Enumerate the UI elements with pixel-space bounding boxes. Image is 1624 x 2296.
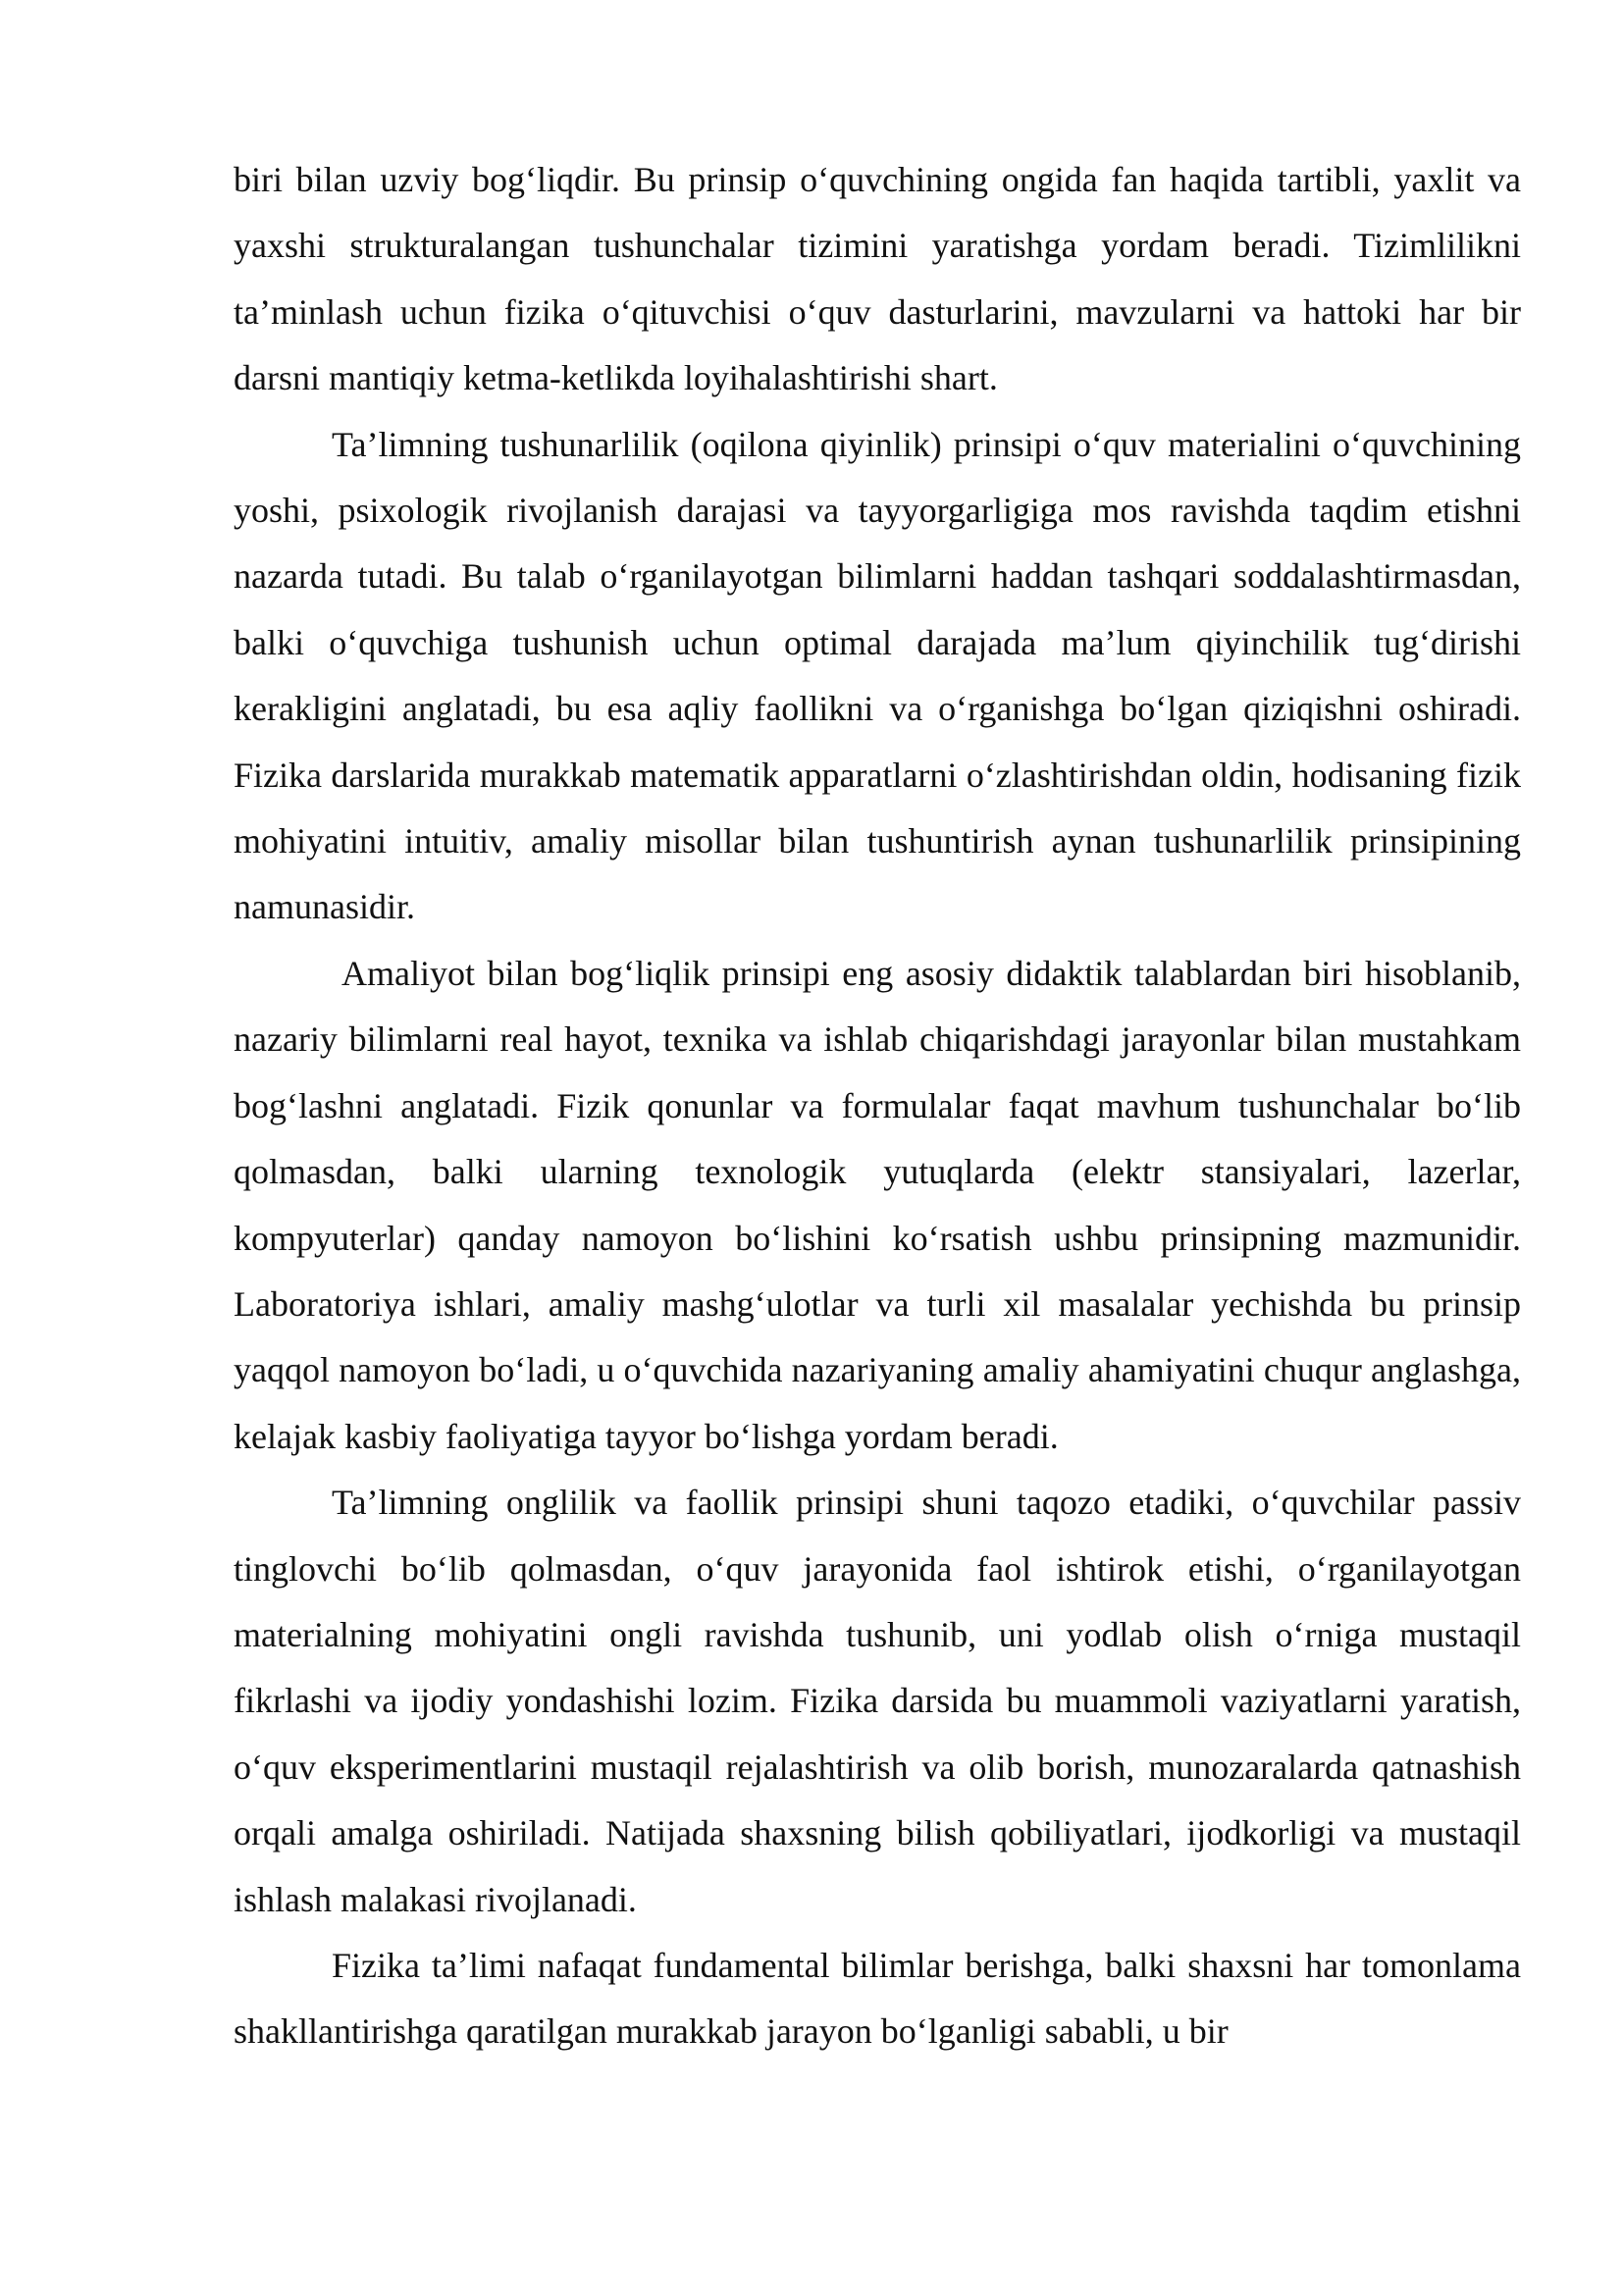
document-page <box>234 147 1521 2065</box>
paragraph-physics-education: Fizika ta’limi nafaqat fundamental bilimlar berishga, balki shaxsni har tomonlama shakllantirishga qaratilgan murakkab jarayon bo‘lganligi sababli, u bir <box>234 1945 1521 2052</box>
paragraph-systematicity-continuation: biri bilan uzviy bog‘liqdir. Bu prinsip o‘quvchining ongida fan haqida tartibli, yaxlit va yaxshi strukturalangan tushunchalar tizimini yaratishga yordam beradi. Tizimlilikni ta’minlash uchun fizika o‘qituvchisi o‘quv dasturlarini, mavzularni va hattoki har bir darsni mantiqiy ketma-ketlikda loyihalashtirishi shart. <box>234 160 1521 398</box>
paragraph-comprehensibility-principle: Ta’limning tushunarlilik (oqilona qiyinlik) prinsipi o‘quv materialini o‘quvchining yoshi, psixologik rivojlanish darajasi va tayyorgarligiga mos ravishda taqdim etishni nazarda tutadi. Bu talab o‘rganilayotgan bilimlarni haddan tashqari soddalashtirmasdan, balki o‘quvchiga tushunish uchun optimal darajada ma’lum qiyinchilik tug‘dirishi kerakligini anglatadi, bu esa aqliy faollikni va o‘rganishga bo‘lgan qiziqishni oshiradi. Fizika darslarida murakkab matematik apparatlarni o‘zlashtirishdan oldin, hodisaning fizik mohiyatini intuitiv, amaliy misollar bilan tushuntirish aynan tushunarlilik prinsipining namunasidir. <box>234 424 1521 927</box>
paragraph-consciousness-activity-principle: Ta’limning onglilik va faollik prinsipi shuni taqozo etadiki, o‘quvchilar passiv tinglovchi bo‘lib qolmasdan, o‘quv jarayonida faol ishtirok etishi, o‘rganilayotgan materialning mohiyatini ongli ravishda tushunib, uni yodlab olish o‘rniga mustaqil fikrlashi va ijodiy yondashishi lozim. Fizika darsida bu muammoli vaziyatlarni yaratish, o‘quv eksperimentlarini mustaqil rejalashtirish va olib borish, munozaralarda qatnashish orqali amalga oshiriladi. Natijada shaxsning bilish qobiliyatlari, ijodkorligi va mustaqil ishlash malakasi rivojlanadi. <box>234 1483 1521 1919</box>
paragraph-practice-connection-principle: Amaliyot bilan bog‘liqlik prinsipi eng asosiy didaktik talablardan biri hisoblanib, nazariy bilimlarni real hayot, texnika va ishlab chiqarishdagi jarayonlar bilan mustahkam bog‘lashni anglatadi. Fizik qonunlar va formulalar faqat mavhum tushunchalar bo‘lib qolmasdan, balki ularning texnologik yutuqlarda (elektr stansiyalari, lazerlar, kompyuterlar) qanday namoyon bo‘lishini ko‘rsatish ushbu prinsipning mazmunidir. Laboratoriya ishlari, amaliy mashg‘ulotlar va turli xil masalalar yechishda bu prinsip yaqqol namoyon bo‘ladi, u o‘quvchida nazariyaning amaliy ahamiyatini chuqur anglashga, kelajak kasbiy faoliyatiga tayyor bo‘lishga yordam beradi. <box>234 953 1521 1456</box>
